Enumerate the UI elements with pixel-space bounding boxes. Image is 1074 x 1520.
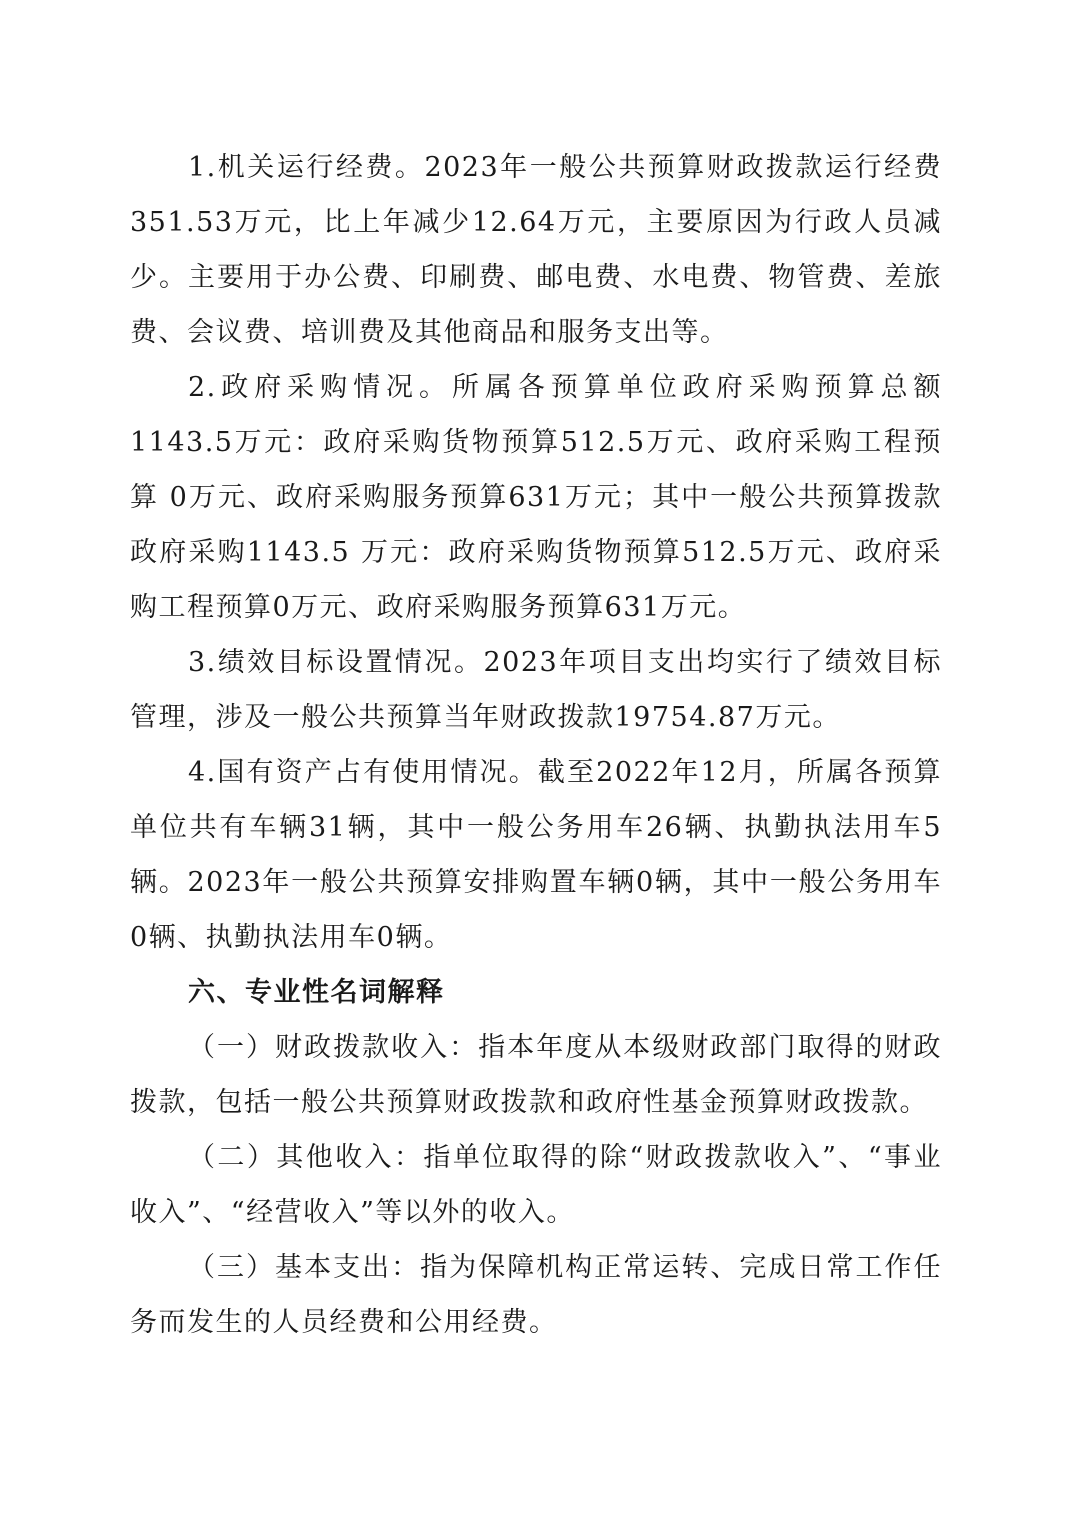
definition-fiscal-appropriation-income: （一）财政拨款收入：指本年度从本级财政部门取得的财政拨款，包括一般公共预算财政拨款和政府性基金预算财政拨款。: [130, 1032, 942, 1118]
section-heading: 六、专业性名词解释: [188, 977, 445, 1008]
definition-basic-expenditure: （三）基本支出：指为保障机构正常运转、完成日常工作任务而发生的人员经费和公用经费。: [130, 1252, 942, 1338]
paragraph-performance-targets: 3.绩效目标设置情况。2023年项目支出均实行了绩效目标管理，涉及一般公共预算当年财政拨款19754.87万元。: [130, 647, 942, 733]
document-body: [130, 140, 942, 1350]
paragraph-state-assets: 4.国有资产占有使用情况。截至2022年12月，所属各预算单位共有车辆31辆，其中一般公务用车26辆、执勤执法用车5辆。2023年一般公共预算安排购置车辆0辆，其中一般公务用车0辆、执勤执法用车0辆。: [130, 757, 942, 953]
definition-other-income: （二）其他收入：指单位取得的除“财政拨款收入”、“事业收入”、“经营收入”等以外的收入。: [130, 1142, 942, 1228]
paragraph-government-procurement: 2.政府采购情况。所属各预算单位政府采购预算总额1143.5万元：政府采购货物预算512.5万元、政府采购工程预算 0万元、政府采购服务预算631万元；其中一般公共预算拨款政府采购1143.5 万元：政府采购货物预算512.5万元、政府采购工程预算0万元、政府采购服务预算631万元。: [130, 372, 942, 623]
paragraph-office-operating-expenses: 1.机关运行经费。2023年一般公共预算财政拨款运行经费351.53万元，比上年减少12.64万元，主要原因为行政人员减少。主要用于办公费、印刷费、邮电费、水电费、物管费、差旅费、会议费、培训费及其他商品和服务支出等。: [130, 152, 942, 348]
